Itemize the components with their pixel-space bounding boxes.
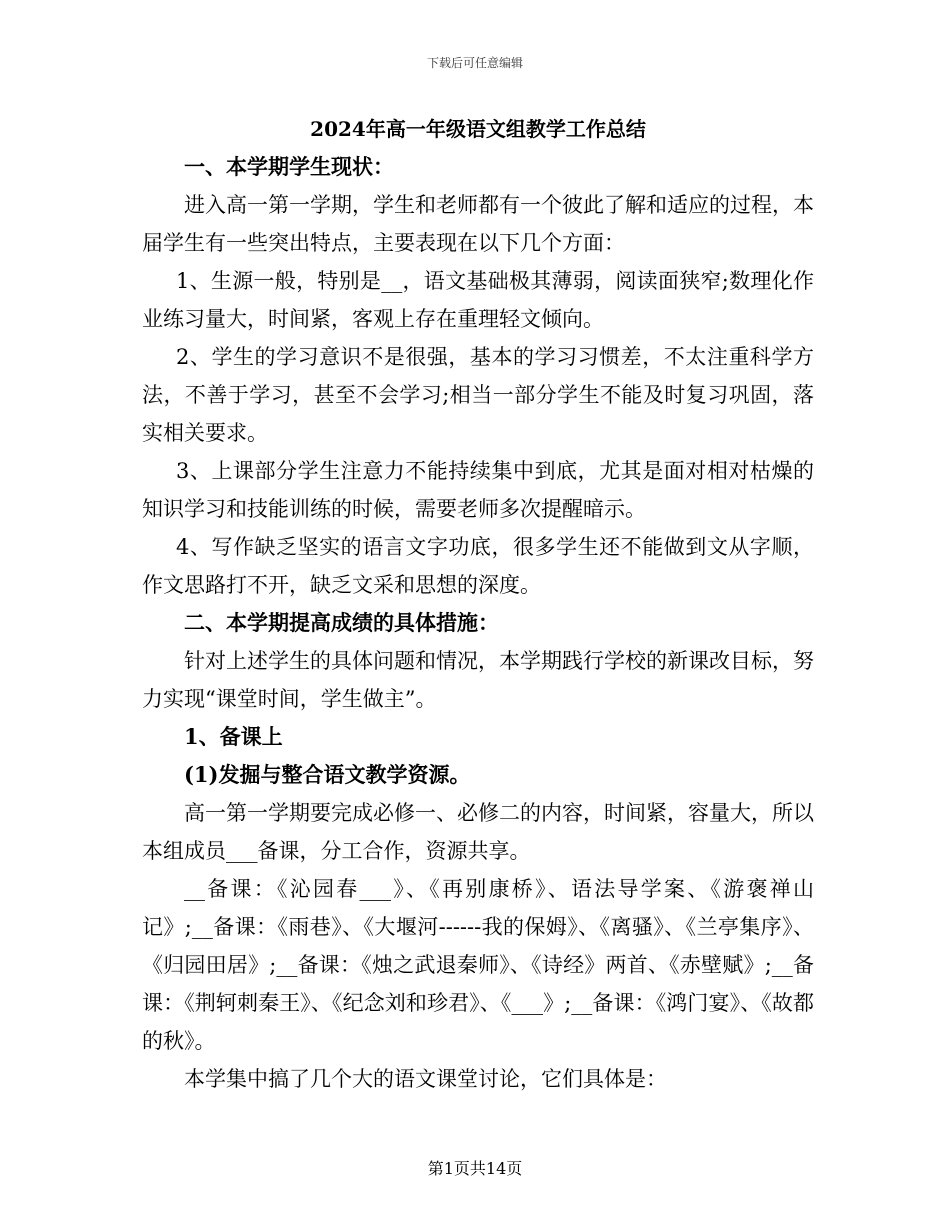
paragraph: 针对上述学生的具体问题和情况，本学期践行学校的新课改目标，努力实现“课堂时间，学生做主”。 (142, 649, 814, 711)
paragraph: 本学集中搞了几个大的语文课堂讨论，它们具体是： (184, 1067, 667, 1091)
list-item: 4、写作缺乏坚实的语言文字功底，很多学生还不能做到文从字顺，作文思路打不开，缺乏文采和思想的深度。 (142, 535, 814, 597)
list-item: 2、学生的学习意识不是很强，基本的学习习惯差，不太注重科学方法，不善于学习，甚至不会学习;相当一部分学生不能及时复习巩固，落实相关要求。 (142, 345, 814, 445)
paragraph: __备课：《沁园春___》、《再别康桥》、语法导学案、《游褒禅山记》;__备课：《雨巷》、《大堰河------我的保姆》、《离骚》、《兰亭集序》、《归园田居》;__备课：《烛之武退秦师》、《诗经》两首、《赤壁赋》;__备课：《荆轲刺秦王》、《纪念刘和珍君》、《___》;__备课：《鸿门宴》、《故都的秋》。 (142, 877, 814, 1053)
list-item: 1、生源一般，特别是__，语文基础极其薄弱，阅读面狭窄;数理化作业练习量大，时间紧，客观上存在重理轻文倾向。 (142, 269, 814, 331)
sub-sub-heading: (1)发掘与整合语文教学资源。 (184, 762, 471, 787)
page-header: 下载后可任意编辑 (426, 56, 523, 70)
list-item: 3、上课部分学生注意力不能持续集中到底，尤其是面对相对枯燥的知识学习和技能训练的时候，需要老师多次提醒暗示。 (142, 459, 814, 521)
document-body (142, 112, 814, 1098)
page-footer: 第1页共14页 (427, 1159, 523, 1178)
section-heading: 一、本学期学生现状： (184, 154, 394, 179)
sub-heading: 1、备课上 (184, 724, 283, 749)
section-heading: 二、本学期提高成绩的具体措施： (184, 610, 499, 635)
paragraph: 进入高一第一学期，学生和老师都有一个彼此了解和适应的过程，本届学生有一些突出特点，主要表现在以下几个方面： (142, 193, 814, 255)
document-title: 2024年高一年级语文组教学工作总结 (310, 117, 646, 141)
paragraph: 高一第一学期要完成必修一、必修二的内容，时间紧，容量大，所以本组成员___备课，分工合作，资源共享。 (142, 801, 814, 863)
